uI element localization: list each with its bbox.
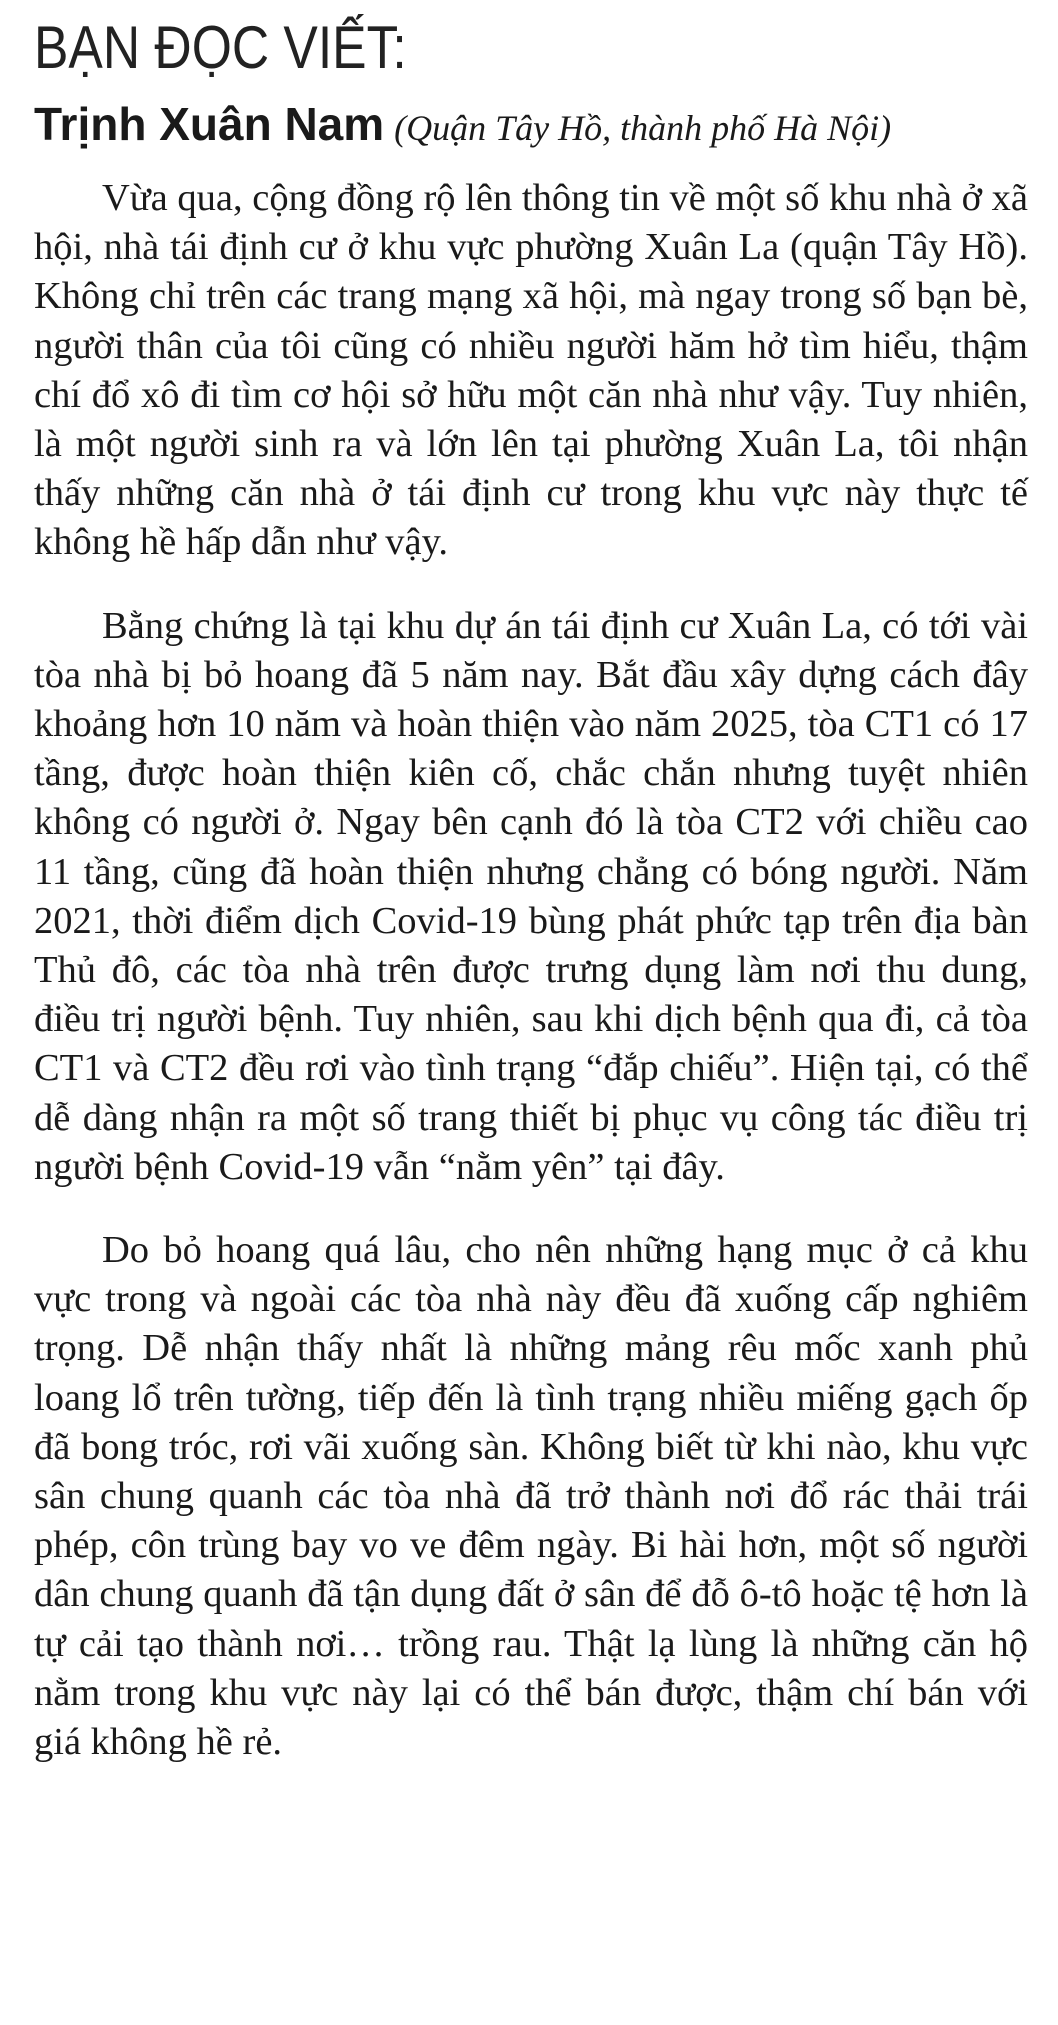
article-paragraph: Vừa qua, cộng đồng rộ lên thông tin về một số khu nhà ở xã hội, nhà tái định cư ở khu vực phường Xuân La (quận Tây Hồ). Không chỉ trên các trang mạng xã hội, mà ngay trong số bạn bè, người thân của tôi cũng có nhiều người hăm hở tìm hiểu, thậm chí đổ xô đi tìm cơ hội sở hữu một căn nhà như vậy. Tuy nhiên, là một người sinh ra và lớn lên tại phường Xuân La, tôi nhận thấy những căn nhà ở tái định cư trong khu vực này thực tế không hề hấp dẫn như vậy. [34,177,1028,564]
article-paragraph: Bằng chứng là tại khu dự án tái định cư Xuân La, có tới vài tòa nhà bị bỏ hoang đã 5 năm nay. Bắt đầu xây dựng cách đây khoảng hơn 10 năm và hoàn thiện vào năm 2025, tòa CT1 có 17 tầng, được hoàn thiện kiên cố, chắc chắn nhưng tuyệt nhiên không có người ở. Ngay bên cạnh đó là tòa CT2 với chiều cao 11 tầng, cũng đã hoàn thiện nhưng chẳng có bóng người. Năm 2021, thời điểm dịch Covid-19 bùng phát phức tạp trên địa bàn Thủ đô, các tòa nhà trên được trưng dụng làm nơi thu dung, điều trị người bệnh. Tuy nhiên, sau khi dịch bệnh qua đi, cả tòa CT1 và CT2 đều rơi vào tình trạng “đắp chiếu”. Hiện tại, có thể dễ dàng nhận ra một số trang thiết bị phục vụ công tác điều trị người bệnh Covid-19 vẫn “nằm yên” tại đây. [34,604,1028,1188]
author-name: Trịnh Xuân Nam [34,98,385,150]
article-paragraph: Do bỏ hoang quá lâu, cho nên những hạng mục ở cả khu vực trong và ngoài các tòa nhà này đều đã xuống cấp nghiêm trọng. Dễ nhận thấy nhất là những mảng rêu mốc xanh phủ loang lổ trên tường, tiếp đến là tình trạng nhiều miếng gạch ốp đã bong tróc, rơi vãi xuống sàn. Không biết từ khi nào, khu vực sân chung quanh các tòa nhà đã trở thành nơi đổ rác thải trái phép, côn trùng bay vo ve đêm ngày. Bi hài hơn, một số người dân chung quanh đã tận dụng đất ở sân để đỗ ô-tô hoặc tệ hơn là tự cải tạo thành nơi… trồng rau. Thật lạ lùng là những căn hộ nằm trong khu vực này lại có thể bán được, thậm chí bán với giá không hề rẻ. [34,1229,1028,1764]
section-title: BẠN ĐỌC VIẾT: [34,14,407,81]
article-page [34,0,1028,1801]
author-location: (Quận Tây Hồ, thành phố Hà Nội) [394,108,892,148]
byline [34,96,1028,156]
article-body [34,174,1028,1767]
